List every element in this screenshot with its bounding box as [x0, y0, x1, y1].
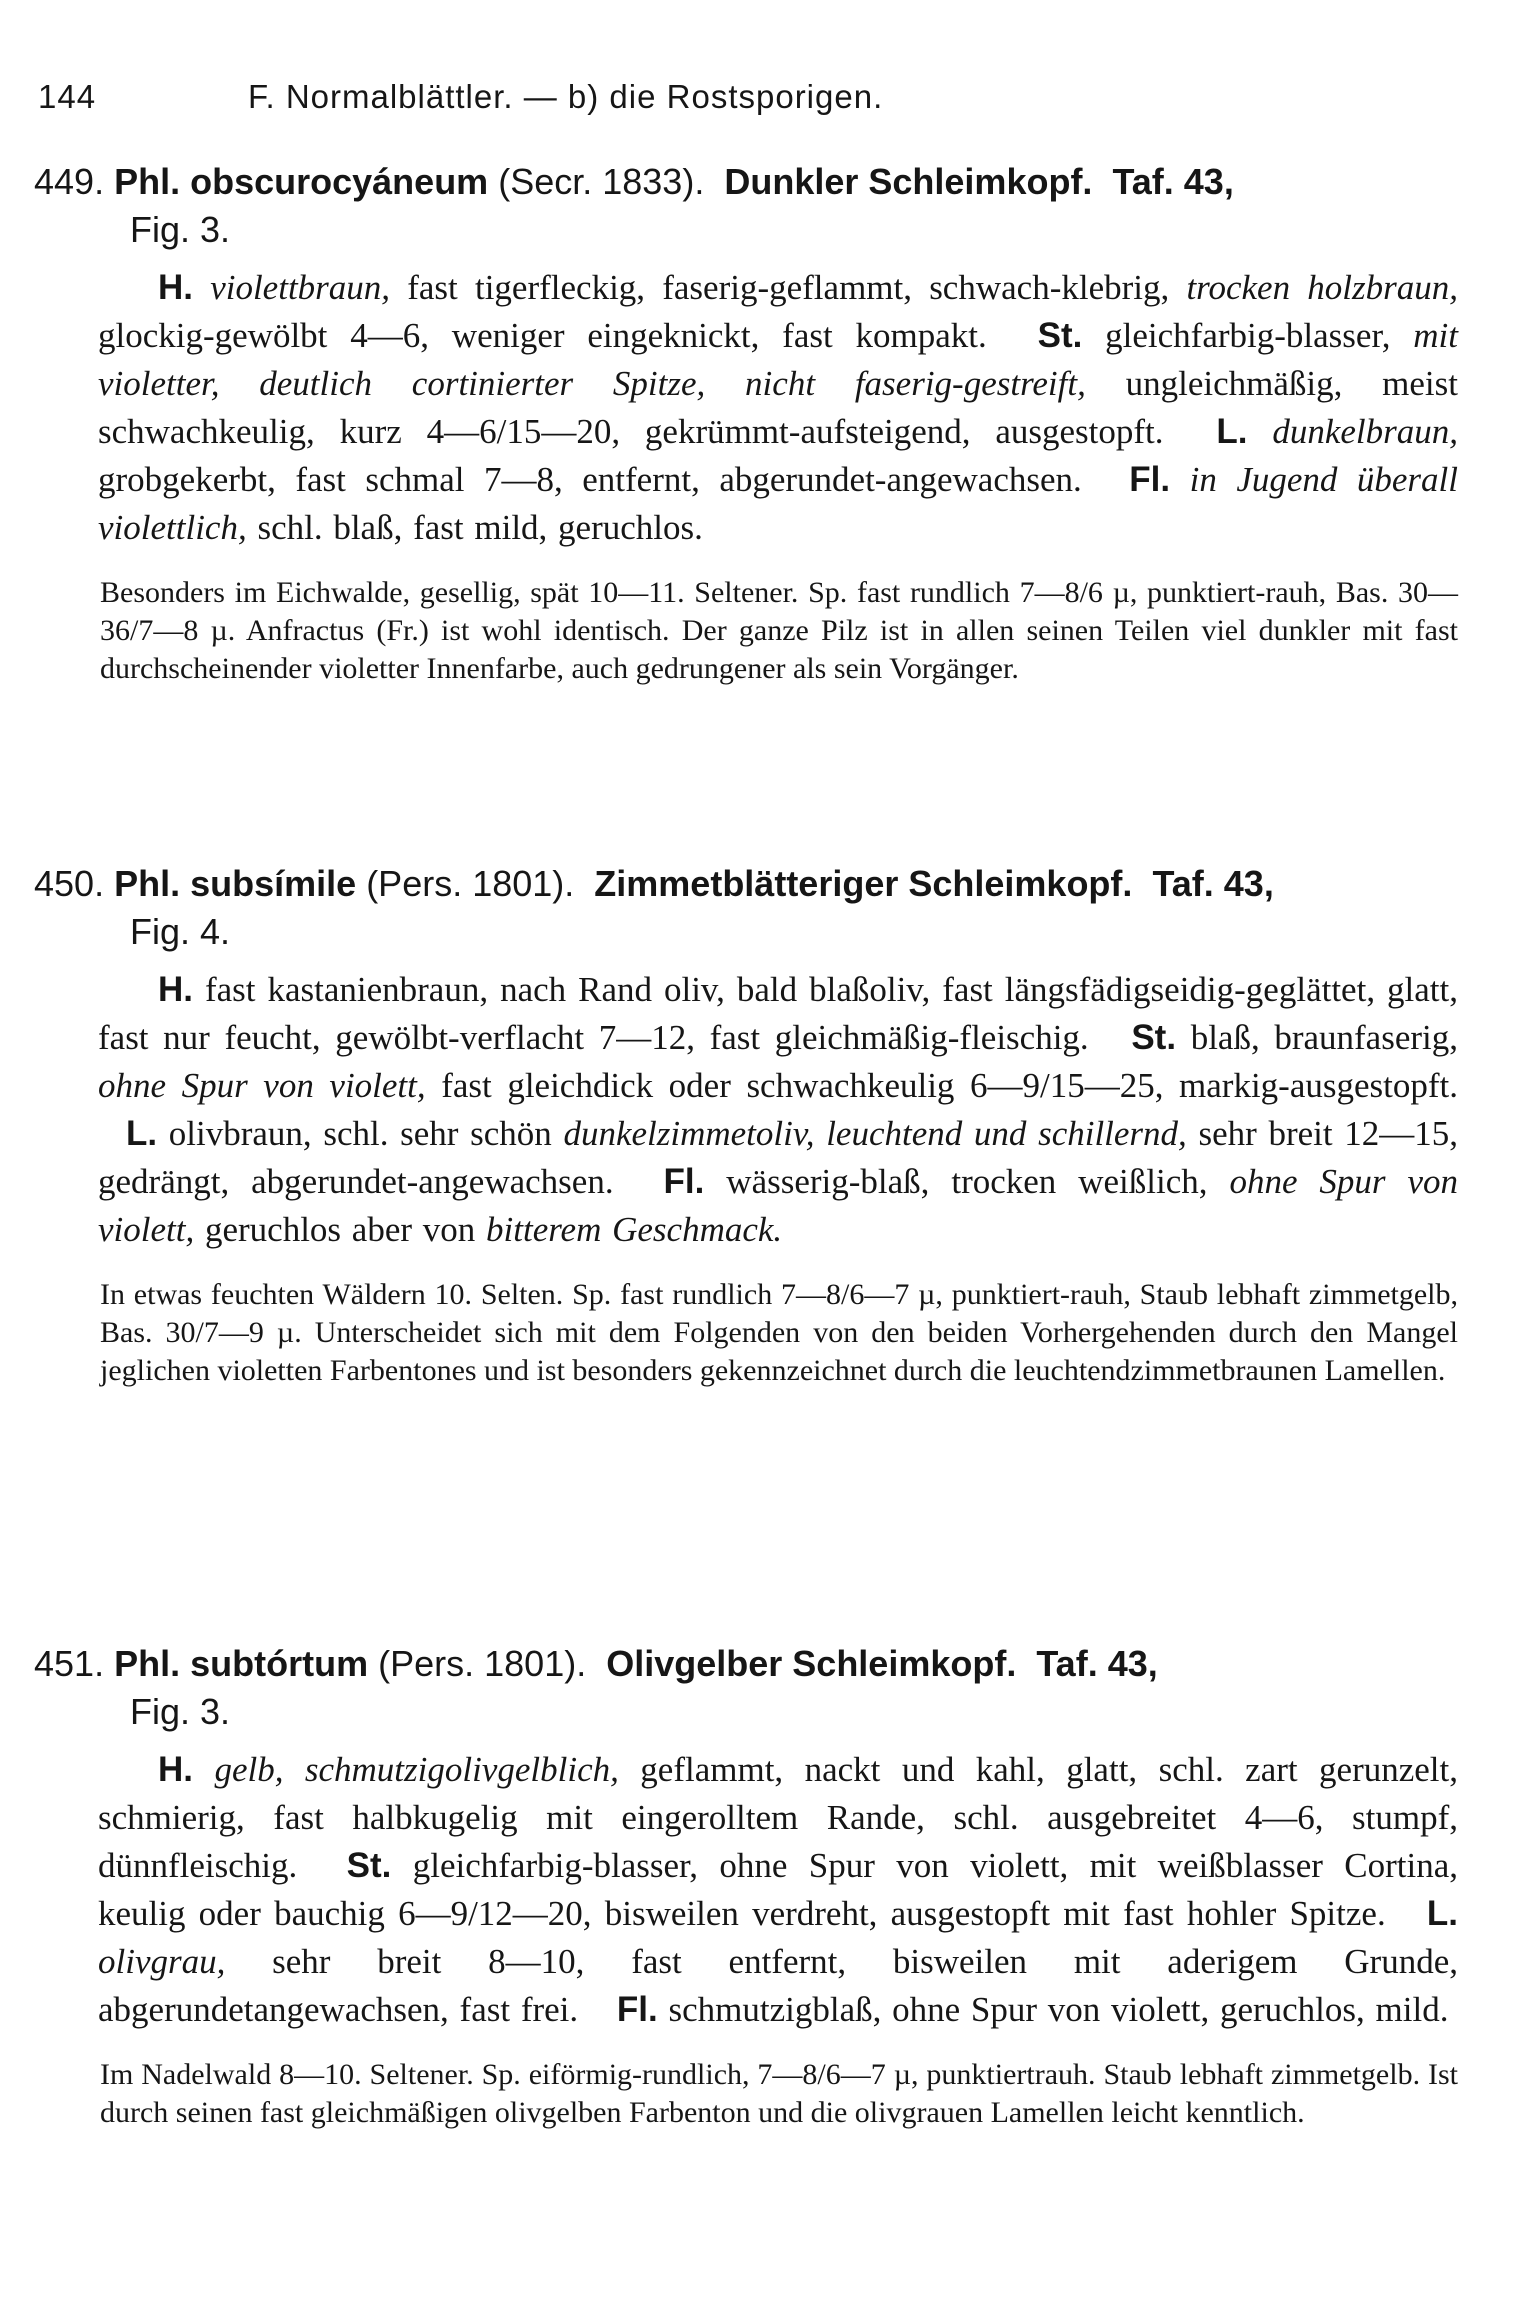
hat-text-2: glockig-gewölbt 4—6, weniger eingeknickt, fast kompakt.	[98, 316, 987, 355]
flesh-label: Fl.	[1129, 460, 1171, 499]
lamellae-text: sehr breit 8—10, fast entfernt, bisweilen mit aderigem Grunde, abgerundetangewachsen, fast frei.	[98, 1942, 1458, 2029]
lamellae-label: L.	[126, 1114, 158, 1153]
entry-number: 449.	[34, 161, 105, 202]
flesh-text: schmutzigblaß, ohne Spur von violett, geruchlos, mild.	[657, 1990, 1449, 2029]
lamellae-label: L.	[1426, 1894, 1459, 1933]
stem-text: gleichfarbig-blasser, ohne Spur von violett, mit weißblasser Cortina, keulig oder bauchig 6—9/12—20, bisweilen verdreht, ausgestopft mit fast hohler Spitze.	[98, 1846, 1458, 1933]
plate-ref: Taf. 43,	[1152, 863, 1274, 904]
entry-449	[34, 158, 1459, 688]
stem-text: gleichfarbig-blasser,	[1082, 316, 1414, 355]
figure-ref: Fig. 4.	[130, 911, 231, 952]
entry-note: Im Nadelwald 8—10. Seltener. Sp. eiförmig-rundlich, 7—8/6—7 µ, punktiertrauh. Staub lebhaft zimmetgelb. Ist durch seinen fast gleichmäßigen olivgelben Farbenton und die olivgrauen Lamellen leicht kenntlich.	[100, 2058, 1458, 2129]
stem-text-2: ungleichmäßig, meist schwachkeulig, kurz 4—6/15—20, gekrümmt-aufsteigend, ausgestopft.	[98, 364, 1458, 451]
figure-ref: Fig. 3.	[130, 209, 231, 250]
plate-ref: Taf. 43,	[1036, 1643, 1158, 1684]
author: (Secr. 1833).	[498, 161, 705, 202]
common-name: Zimmetblätteriger Schleimkopf.	[594, 863, 1133, 904]
flesh-text: wässerig-blaß, trocken weißlich,	[704, 1162, 1230, 1201]
hat-label: H.	[158, 268, 193, 307]
running-title: F. Normalblättler. — b) die Rostsporigen.	[248, 78, 884, 115]
entry-title	[34, 1640, 1458, 1736]
entry-number: 451.	[34, 1643, 105, 1684]
lamellae-text: olivbraun, schl. sehr schön	[157, 1114, 564, 1153]
stem-text: blaß, braunfaserig,	[1176, 1018, 1459, 1057]
species-name: Phl. subsímile	[114, 863, 357, 904]
lamellae-text-italic: olivgrau,	[98, 1942, 226, 1981]
page-number: 144	[38, 78, 97, 115]
common-name: Dunkler Schleimkopf.	[724, 161, 1093, 202]
hat-text-italic-2: trocken holzbraun,	[1186, 268, 1459, 307]
description	[98, 264, 1458, 552]
stem-text-2: fast gleichdick oder schwachkeulig 6—9/15—25, markig-ausgestopft.	[425, 1066, 1459, 1105]
flesh-text: schl. blaß, fast mild, geruchlos.	[246, 508, 703, 547]
lamellae-text: grobgekerbt, fast schmal 7—8, entfernt, abgerundet-angewachsen.	[98, 460, 1082, 499]
page-header	[38, 78, 1158, 116]
lamellae-label: L.	[1216, 412, 1248, 451]
flesh-text-italic: ohne Spur von violett,	[98, 1162, 1458, 1249]
species-name: Phl. obscurocyáneum	[114, 161, 489, 202]
plate-ref: Taf. 43,	[1112, 161, 1234, 202]
lamellae-text-italic: dunkelbraun,	[1272, 412, 1458, 451]
flesh-text-italic-2: bitterem Geschmack.	[486, 1210, 783, 1249]
hat-label: H.	[158, 970, 193, 1009]
figure-ref: Fig. 3.	[130, 1691, 231, 1732]
author: (Pers. 1801).	[378, 1643, 587, 1684]
hat-label: H.	[158, 1750, 193, 1789]
stem-text-italic: mit violetter, deutlich cortinierter Spitze, nicht faserig-gestreift,	[98, 316, 1459, 403]
description	[98, 966, 1458, 1254]
lamellae-text-italic: dunkelzimmetoliv, leuchtend und schillernd,	[563, 1114, 1187, 1153]
entry-title	[34, 860, 1458, 956]
entry-note: In etwas feuchten Wäldern 10. Selten. Sp. fast rundlich 7—8/6—7 µ, punktiert-rauh, Staub lebhaft zimmetgelb, Bas. 30/7—9 µ. Unterscheidet sich mit dem Folgenden von den beiden Vorhergehenden durch den Mangel jeglichen violetten Farbentones und ist besonders gekennzeichnet durch die leuchtendzimmetbraunen Lamellen.	[100, 1278, 1458, 1387]
hat-text: fast tigerfleckig, faserig-geflammt, schwach-klebrig,	[390, 268, 1170, 307]
hat-text-italic: violettbraun,	[210, 268, 391, 307]
entry-note: Besonders im Eichwalde, gesellig, spät 10—11. Seltener. Sp. fast rundlich 7—8/6 µ, punktiert-rauh, Bas. 30—36/7—8 µ. Anfractus (Fr.) ist wohl identisch. Der ganze Pilz ist in allen seinen Teilen viel dunkler mit fast durchscheinender violetter Innenfarbe, auch gedrungener als sein Vorgänger.	[100, 576, 1458, 685]
entry-number: 450.	[34, 863, 105, 904]
entry-451	[34, 1640, 1459, 2132]
author: (Pers. 1801).	[366, 863, 575, 904]
stem-label: St.	[346, 1846, 392, 1885]
entry-450	[34, 860, 1459, 1390]
stem-label: St.	[1131, 1018, 1177, 1057]
flesh-label: Fl.	[663, 1162, 705, 1201]
hat-text: geflammt, nackt und kahl, glatt, schl. zart gerunzelt, schmierig, fast halbkugelig mit eingerolltem Rande, schl. ausgebreitet 4—6, stumpf, dünnfleischig.	[98, 1750, 1459, 1885]
hat-text: fast kastanienbraun, nach Rand oliv, bald blaßoliv, fast längsfädigseidig-geglättet, glatt, fast nur feucht, gewölbt-verflacht 7—12, fast gleichmäßig-fleischig.	[98, 970, 1458, 1057]
species-name: Phl. subtórtum	[114, 1643, 369, 1684]
entry-title	[34, 158, 1458, 254]
description	[98, 1746, 1458, 2034]
flesh-label: Fl.	[616, 1990, 658, 2029]
common-name: Olivgelber Schleimkopf.	[606, 1643, 1017, 1684]
stem-label: St.	[1037, 316, 1083, 355]
hat-text-italic: gelb, schmutzigolivgelblich,	[214, 1750, 619, 1789]
flesh-text-italic: in Jugend überall violettlich,	[98, 460, 1458, 547]
stem-text-italic: ohne Spur von violett,	[98, 1066, 426, 1105]
lamellae-text-2: sehr breit 12—15, gedrängt, abgerundet-angewachsen.	[98, 1114, 1459, 1201]
flesh-text-2: geruchlos aber von	[194, 1210, 487, 1249]
